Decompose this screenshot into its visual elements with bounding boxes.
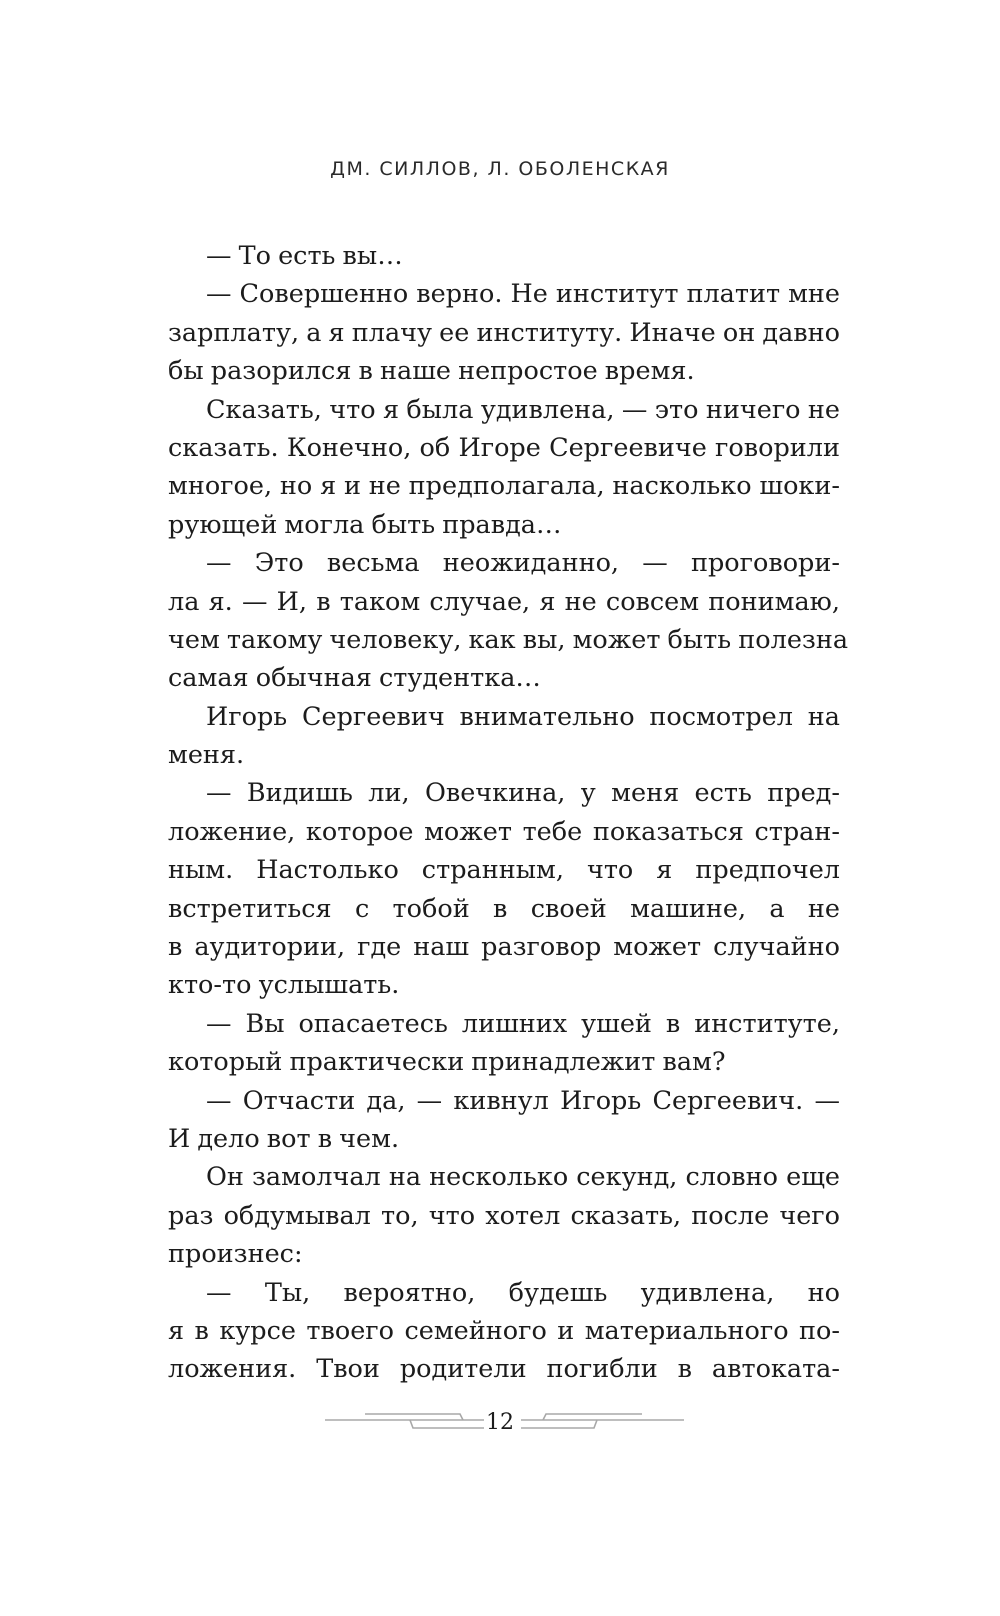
text-line: самая обычная студентка… (168, 663, 541, 694)
text-line: — Это весьма неожиданно, — проговори- (206, 548, 840, 579)
text-line: зарплату, а я плачу ее институту. Иначе он давно (168, 317, 840, 348)
running-head: ДМ. СИЛЛОВ, Л. ОБОЛЕНСКАЯ (330, 158, 670, 180)
text-line: бы разорился в наше непростое время. (168, 356, 695, 387)
text-line: Игорь Сергеевич внимательно посмотрел на (206, 701, 840, 732)
page-number: 12 (486, 1410, 514, 1435)
text-line: ным. Настолько странным, что я предпочел (168, 855, 840, 886)
text-line: — Совершенно верно. Не институт платит мне (206, 279, 840, 310)
text-line: Он замолчал на несколько секунд, словно еще (206, 1162, 840, 1193)
text-line: я в курсе твоего семейного и материального по- (168, 1315, 840, 1346)
text-line: встретиться с тобой в своей машине, а не (168, 893, 840, 924)
text-line: меня. (168, 740, 245, 771)
text-line: многое, но я и не предполагала, насколько шоки- (168, 471, 840, 502)
text-line: кто-то услышать. (168, 970, 400, 1001)
text-line: — Ты, вероятно, будешь удивлена, но (206, 1277, 840, 1308)
page-footer (0, 1402, 1000, 1448)
text-line: в аудитории, где наш разговор может случайно (168, 932, 840, 963)
text-line: который практически принадлежит вам? (168, 1047, 726, 1078)
text-line: сказать. Конечно, об Игоре Сергеевиче говорили (168, 432, 840, 463)
text-line: чем такому человеку, как вы, может быть полезна (168, 624, 849, 655)
text-line: рующей могла быть правда… (168, 509, 562, 540)
text-line: — Вы опасаетесь лишних ушей в институте, (206, 1008, 840, 1039)
text-line: произнес: (168, 1239, 303, 1270)
text-line: ложение, которое может тебе показаться стран- (168, 816, 840, 847)
text-line: — То есть вы… (206, 241, 403, 271)
text-line: ложения. Твои родители погибли в автоката- (168, 1354, 840, 1385)
text-line: Сказать, что я была удивлена, — это ничего не (206, 394, 840, 425)
text-line: И дело вот в чем. (168, 1123, 400, 1154)
text-line: ла я. — И, в таком случае, я не совсем понимаю, (168, 586, 840, 617)
text-line: раз обдумывал то, что хотел сказать, после чего (168, 1200, 840, 1231)
text-line: — Видишь ли, Овечкина, у меня есть пред- (206, 778, 840, 809)
body-text (168, 237, 849, 1389)
text-line: — Отчасти да, — кивнул Игорь Сергеевич. — (206, 1085, 840, 1116)
